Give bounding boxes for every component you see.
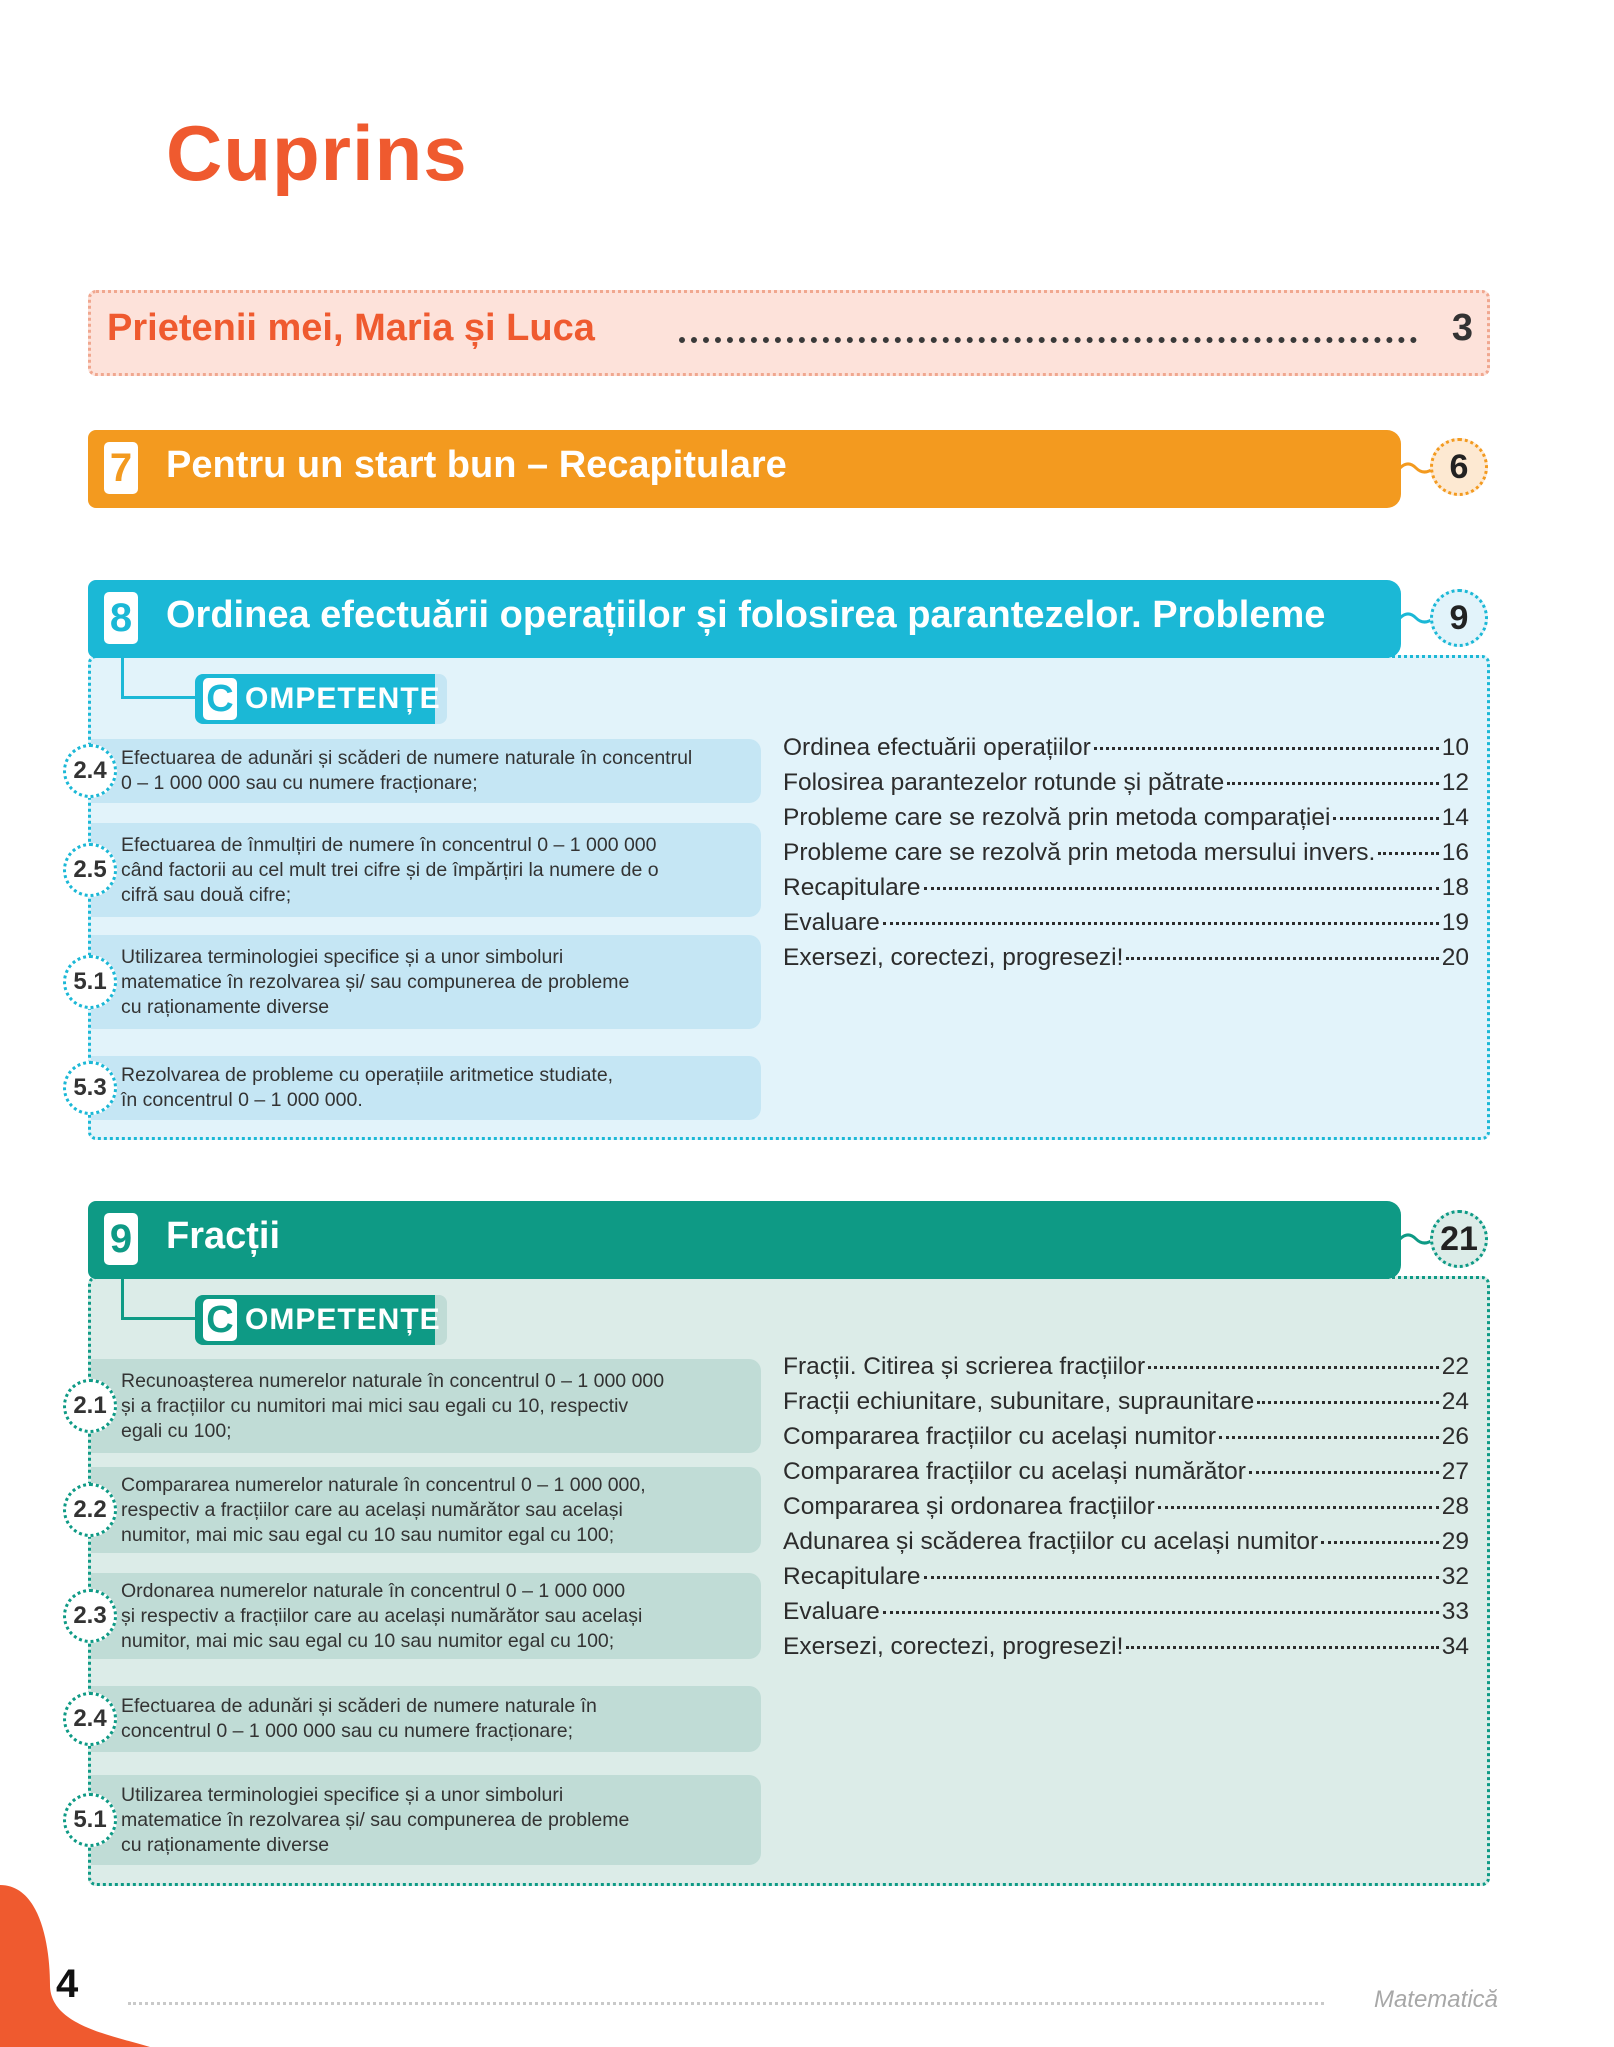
toc-leader-dots: [924, 1576, 1439, 1579]
competency-text-line: când factorii au cel mult trei cifre și de împărțiri la numere de o: [121, 858, 659, 881]
competente-initial: C: [203, 1299, 237, 1341]
unit-7-header[interactable]: [88, 430, 1401, 508]
competency-text-line: 0 – 1 000 000 sau cu numere fracționare;: [121, 772, 478, 794]
toc-entry-page: 34: [1441, 1633, 1469, 1660]
toc-entry[interactable]: [783, 1493, 1469, 1528]
toc-entry-page: 19: [1441, 909, 1469, 936]
footer-subject: Matematică: [1373, 1986, 1498, 2013]
bracket-line: [121, 1279, 198, 1320]
toc-entry-page: 33: [1441, 1598, 1469, 1625]
toc-leader-dots: [1126, 957, 1438, 960]
toc-entry-label: Compararea fracțiilor cu același numărător: [783, 1458, 1246, 1485]
unit-number-badge: 8: [104, 592, 138, 644]
toc-entry[interactable]: [783, 839, 1469, 874]
competency-code: 5.3: [63, 1061, 117, 1115]
competency-text-line: Ordonarea numerelor naturale în concentrul 0 – 1 000 000: [121, 1579, 626, 1602]
competency-text: [121, 833, 747, 908]
competency-text: [121, 1579, 747, 1654]
unit-8-page-circle[interactable]: 9: [1430, 589, 1488, 647]
toc-entry-page: 10: [1441, 734, 1469, 761]
competency-item: [73, 1359, 761, 1453]
toc-leader-dots: [1257, 1401, 1439, 1404]
toc-leader-dots: [1249, 1471, 1439, 1474]
competency-text: [121, 1783, 747, 1858]
competency-text-line: Efectuarea de adunări și scăderi de numere naturale în concentrul: [121, 747, 693, 769]
competency-text-line: concentrul 0 – 1 000 000 sau cu numere fracționare;: [121, 1720, 574, 1742]
competency-text-line: în concentrul 0 – 1 000 000.: [121, 1089, 363, 1111]
toc-leader-dots: [924, 887, 1439, 890]
unit-title: Ordinea efectuării operațiilor și folosirea parantezelor. Probleme: [166, 594, 1326, 636]
toc-leader-dots: [1094, 747, 1439, 750]
toc-entry[interactable]: [783, 1528, 1469, 1563]
toc-entry[interactable]: [783, 1598, 1469, 1633]
toc-entry-page: 32: [1441, 1563, 1469, 1590]
competency-text-line: cu raționamente diverse: [121, 995, 330, 1018]
toc-entry-page: 20: [1441, 944, 1469, 971]
toc-leader-dots: [1321, 1541, 1439, 1544]
toc-entry-page: 18: [1441, 874, 1469, 901]
toc-leader-dots: [883, 922, 1439, 925]
competency-text: [121, 1473, 747, 1548]
toc-entry[interactable]: [783, 874, 1469, 909]
toc-entry[interactable]: [783, 909, 1469, 944]
competency-text-line: și a fracțiilor cu numitori mai mici sau egali cu 10, respectiv: [121, 1394, 629, 1417]
competency-text: [121, 1694, 747, 1744]
toc-list: [783, 1353, 1469, 1668]
competency-text: [121, 945, 747, 1020]
competency-text: [121, 1369, 747, 1444]
toc-entry-label: Evaluare: [783, 1598, 880, 1625]
toc-entry-page: 24: [1441, 1388, 1469, 1415]
toc-leader-dots: [1126, 1646, 1438, 1649]
toc-entry-label: Compararea fracțiilor cu același numitor: [783, 1423, 1216, 1450]
competency-code: 2.3: [63, 1589, 117, 1643]
competency-text-line: cu raționamente diverse: [121, 1833, 330, 1856]
toc-entry[interactable]: [783, 1388, 1469, 1423]
competency-text-line: numitor, mai mic sau egal cu 10 sau numitor egal cu 100;: [121, 1629, 615, 1652]
competency-text-line: Recunoașterea numerelor naturale în concentrul 0 – 1 000 000: [121, 1369, 665, 1392]
toc-entry-label: Ordinea efectuării operațiilor: [783, 734, 1091, 761]
toc-entry[interactable]: [783, 1458, 1469, 1493]
competency-text-line: Rezolvarea de probleme cu operațiile aritmetice studiate,: [121, 1064, 614, 1086]
competency-text-line: Utilizarea terminologiei specifice și a unor simboluri: [121, 1783, 564, 1806]
toc-entry-page: 22: [1441, 1353, 1469, 1380]
unit-number-badge: 9: [104, 1213, 138, 1265]
toc-entry[interactable]: [783, 1353, 1469, 1388]
toc-entry-page: 12: [1441, 769, 1469, 796]
toc-entry-label: Adunarea și scăderea fracțiilor cu același numitor: [783, 1528, 1319, 1555]
toc-entry-page: 27: [1441, 1458, 1469, 1485]
competency-item: [73, 935, 761, 1029]
toc-entry[interactable]: [783, 734, 1469, 769]
competency-text-line: Efectuarea de înmulțiri de numere în concentrul 0 – 1 000 000: [121, 833, 657, 856]
page-title: Cuprins: [166, 109, 468, 197]
footer-page-number: 4: [56, 1962, 79, 2006]
toc-entry[interactable]: [783, 944, 1469, 979]
toc-entry[interactable]: [783, 1423, 1469, 1458]
toc-entry[interactable]: [783, 1633, 1469, 1668]
unit-9-page-circle[interactable]: 21: [1430, 1210, 1488, 1268]
competency-text-line: cifră sau două cifre;: [121, 883, 292, 906]
toc-entry-page: 29: [1441, 1528, 1469, 1555]
toc-leader-dots: [1227, 782, 1438, 785]
unit-9-panel: [73, 1276, 1490, 1886]
toc-entry-page: 26: [1441, 1423, 1469, 1450]
unit-9-header[interactable]: [88, 1201, 1401, 1279]
toc-entry-label: Fracții. Citirea și scrierea fracțiilor: [783, 1353, 1146, 1380]
competente-label: OMPETENȚE: [245, 1303, 441, 1336]
competency-text-line: egali cu 100;: [121, 1419, 232, 1442]
competency-item: [73, 1056, 761, 1120]
toc-leader-dots: [1378, 852, 1438, 855]
intro-label: Prietenii mei, Maria și Luca: [107, 307, 595, 349]
toc-leader-dots: [883, 1611, 1439, 1614]
unit-number-badge: 7: [104, 442, 138, 494]
competency-code: 5.1: [63, 955, 117, 1009]
toc-entry-label: Fracții echiunitare, subunitare, supraunitare: [783, 1388, 1255, 1415]
competency-code: 2.4: [63, 744, 117, 798]
toc-entry-label: Probleme care se rezolvă prin metoda mersului invers.: [783, 839, 1376, 866]
toc-leader-dots: [1219, 1436, 1439, 1439]
competency-code: 2.4: [63, 1692, 117, 1746]
competency-item: [73, 1686, 761, 1752]
competency-text: [121, 1063, 747, 1113]
unit-7-page-circle[interactable]: 6: [1430, 438, 1488, 496]
toc-entry[interactable]: [783, 769, 1469, 804]
toc-leader-dots: [1333, 817, 1438, 820]
toc-leader-dots: [1158, 1506, 1439, 1509]
unit-8-panel: [73, 655, 1490, 1140]
competente-badge: [195, 674, 447, 724]
competency-code: 2.2: [63, 1483, 117, 1537]
toc-entry-label: Compararea și ordonarea fracțiilor: [783, 1493, 1155, 1520]
toc-entry-label: Exersezi, corectezi, progresezi!: [783, 944, 1124, 971]
competency-text-line: Efectuarea de adunări și scăderi de numere naturale în: [121, 1695, 597, 1717]
competency-text: [121, 746, 747, 796]
intro-page-number: 3: [1451, 307, 1473, 349]
competente-label: OMPETENȚE: [245, 682, 441, 715]
competency-text-line: matematice în rezolvarea și/ sau compunerea de probleme: [121, 1808, 630, 1831]
toc-entry-label: Evaluare: [783, 909, 880, 936]
competency-text-line: matematice în rezolvarea și/ sau compunerea de probleme: [121, 970, 630, 993]
competency-text-line: Compararea numerelor naturale în concentrul 0 – 1 000 000,: [121, 1473, 646, 1496]
toc-entry-page: 28: [1441, 1493, 1469, 1520]
competency-code: 2.5: [63, 843, 117, 897]
connector-squiggle: [1400, 610, 1434, 626]
unit-8-header[interactable]: [88, 580, 1401, 658]
toc-entry-label: Probleme care se rezolvă prin metoda comparației: [783, 804, 1331, 831]
competency-code: 5.1: [63, 1793, 117, 1847]
competency-item: [73, 823, 761, 917]
toc-entry-label: Exersezi, corectezi, progresezi!: [783, 1633, 1124, 1660]
competency-item: [73, 1467, 761, 1553]
toc-entry-page: 14: [1441, 804, 1469, 831]
toc-leader-dots: [1148, 1366, 1439, 1369]
toc-entry-label: Folosirea parantezelor rotunde și pătrate: [783, 769, 1225, 796]
toc-entry[interactable]: [783, 804, 1469, 839]
bracket-line: [121, 658, 198, 699]
competency-text-line: Utilizarea terminologiei specifice și a unor simboluri: [121, 945, 564, 968]
connector-squiggle: [1400, 1231, 1434, 1247]
footer-rule: [128, 2002, 1324, 2005]
intro-leader-dots: [679, 337, 1417, 343]
connector-squiggle: [1400, 460, 1434, 476]
intro-entry[interactable]: [88, 290, 1490, 376]
competente-badge: [195, 1295, 447, 1345]
competency-text-line: numitor, mai mic sau egal cu 10 sau numitor egal cu 100;: [121, 1523, 615, 1546]
unit-title: Fracții: [166, 1215, 281, 1257]
toc-entry-label: Recapitulare: [783, 1563, 921, 1590]
competency-text-line: respectiv a fracțiilor care au același numărător sau același: [121, 1498, 623, 1521]
unit-title: Pentru un start bun – Recapitulare: [166, 444, 787, 486]
competency-item: [73, 1573, 761, 1659]
toc-entry[interactable]: [783, 1563, 1469, 1598]
competente-initial: C: [203, 678, 237, 720]
toc-list: [783, 734, 1469, 979]
competency-item: [73, 739, 761, 803]
toc-entry-label: Recapitulare: [783, 874, 921, 901]
competency-item: [73, 1775, 761, 1865]
competency-text-line: și respectiv a fracțiilor care au același numărător sau același: [121, 1604, 643, 1627]
toc-entry-page: 16: [1441, 839, 1469, 866]
competency-code: 2.1: [63, 1379, 117, 1433]
